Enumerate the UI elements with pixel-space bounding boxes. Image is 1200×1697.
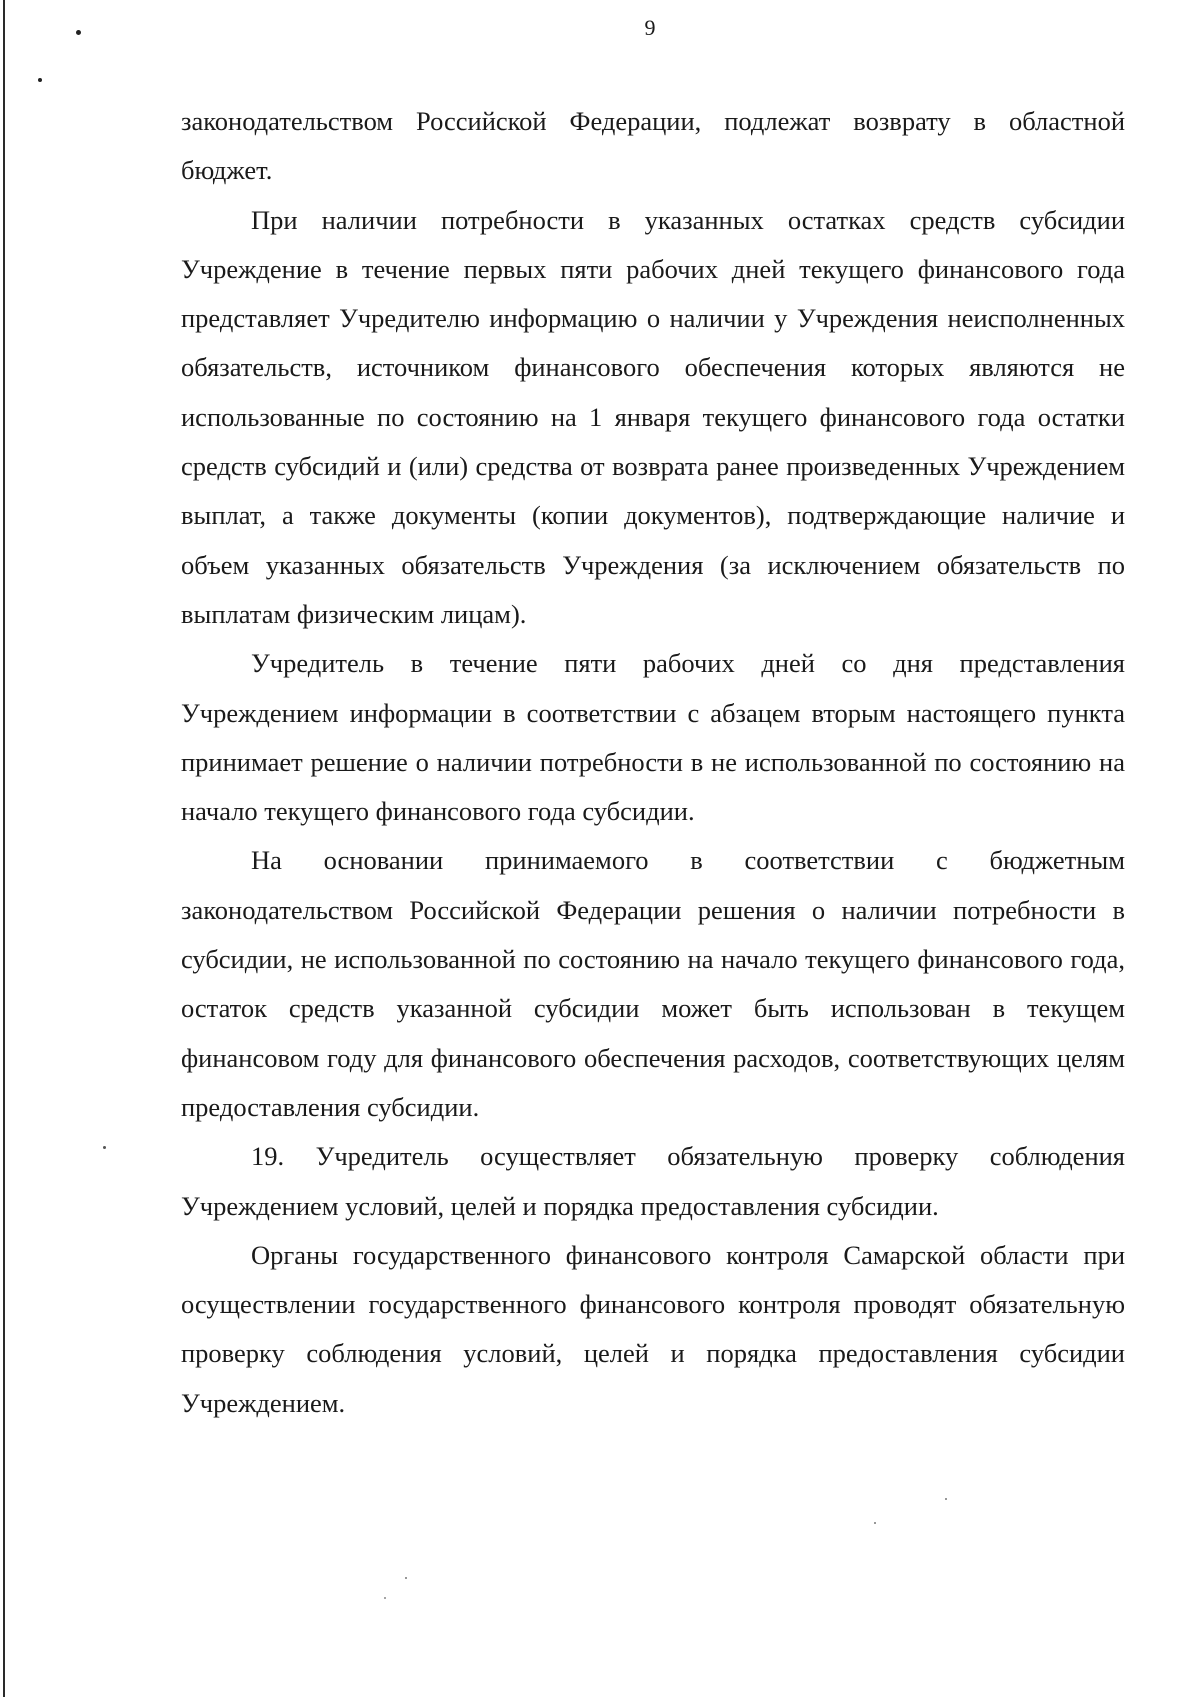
paragraph-continuation: законодательством Российской Федерации, подлежат возврату в областной бюджет. xyxy=(181,106,1125,186)
paragraph-item-19: 19. Учредитель осуществляет обязательную проверку соблюдения Учреждением условий, целей и порядка предоставления субсидии. xyxy=(181,1141,1125,1221)
document-body xyxy=(181,97,1125,1428)
paragraph: Учредитель в течение пяти рабочих дней со дня представления Учреждением информации в соответствии с абзацем вторым настоящего пункта принимает решение о наличии потребности в не использованной по состоянию на начало текущего финансового года субсидии. xyxy=(181,648,1125,827)
scan-dot xyxy=(384,1597,386,1599)
scan-dot xyxy=(103,1146,106,1149)
scan-left-edge xyxy=(3,0,5,1697)
scan-dot xyxy=(405,1577,407,1579)
paragraph: При наличии потребности в указанных остатках средств субсидии Учреждение в течение первых пяти рабочих дней текущего финансового года представляет Учредителю информацию о наличии у Учреждения неисполненных обязательств, источником финансового обеспечения которых являются не использованные по состоянию на 1 января текущего финансового года остатки средств субсидий и (или) средства от возврата ранее произведенных Учреждением выплат, а также документы (копии документов), подтверждающие наличие и объем указанных обязательств Учреждения (за исключением обязательств по выплатам физическим лицам). xyxy=(181,204,1125,629)
paragraph: Органы государственного финансового контроля Самарской области при осуществлении государственного финансового контроля проводят обязательную проверку соблюдения условий, целей и порядка предоставления субсидии Учреждением. xyxy=(181,1239,1125,1418)
page-number: 9 xyxy=(644,15,656,40)
scan-dot xyxy=(38,78,42,82)
paragraph: На основании принимаемого в соответствии с бюджетным законодательством Российской Федерации решения о наличии потребности в субсидии, не использованной по состоянию на начало текущего финансового года, остаток средств указанной субсидии может быть использован в текущем финансовом году для финансового обеспечения расходов, соответствующих целям предоставления субсидии. xyxy=(181,845,1125,1122)
scan-dot xyxy=(945,1498,947,1500)
scan-dot xyxy=(874,1522,876,1524)
